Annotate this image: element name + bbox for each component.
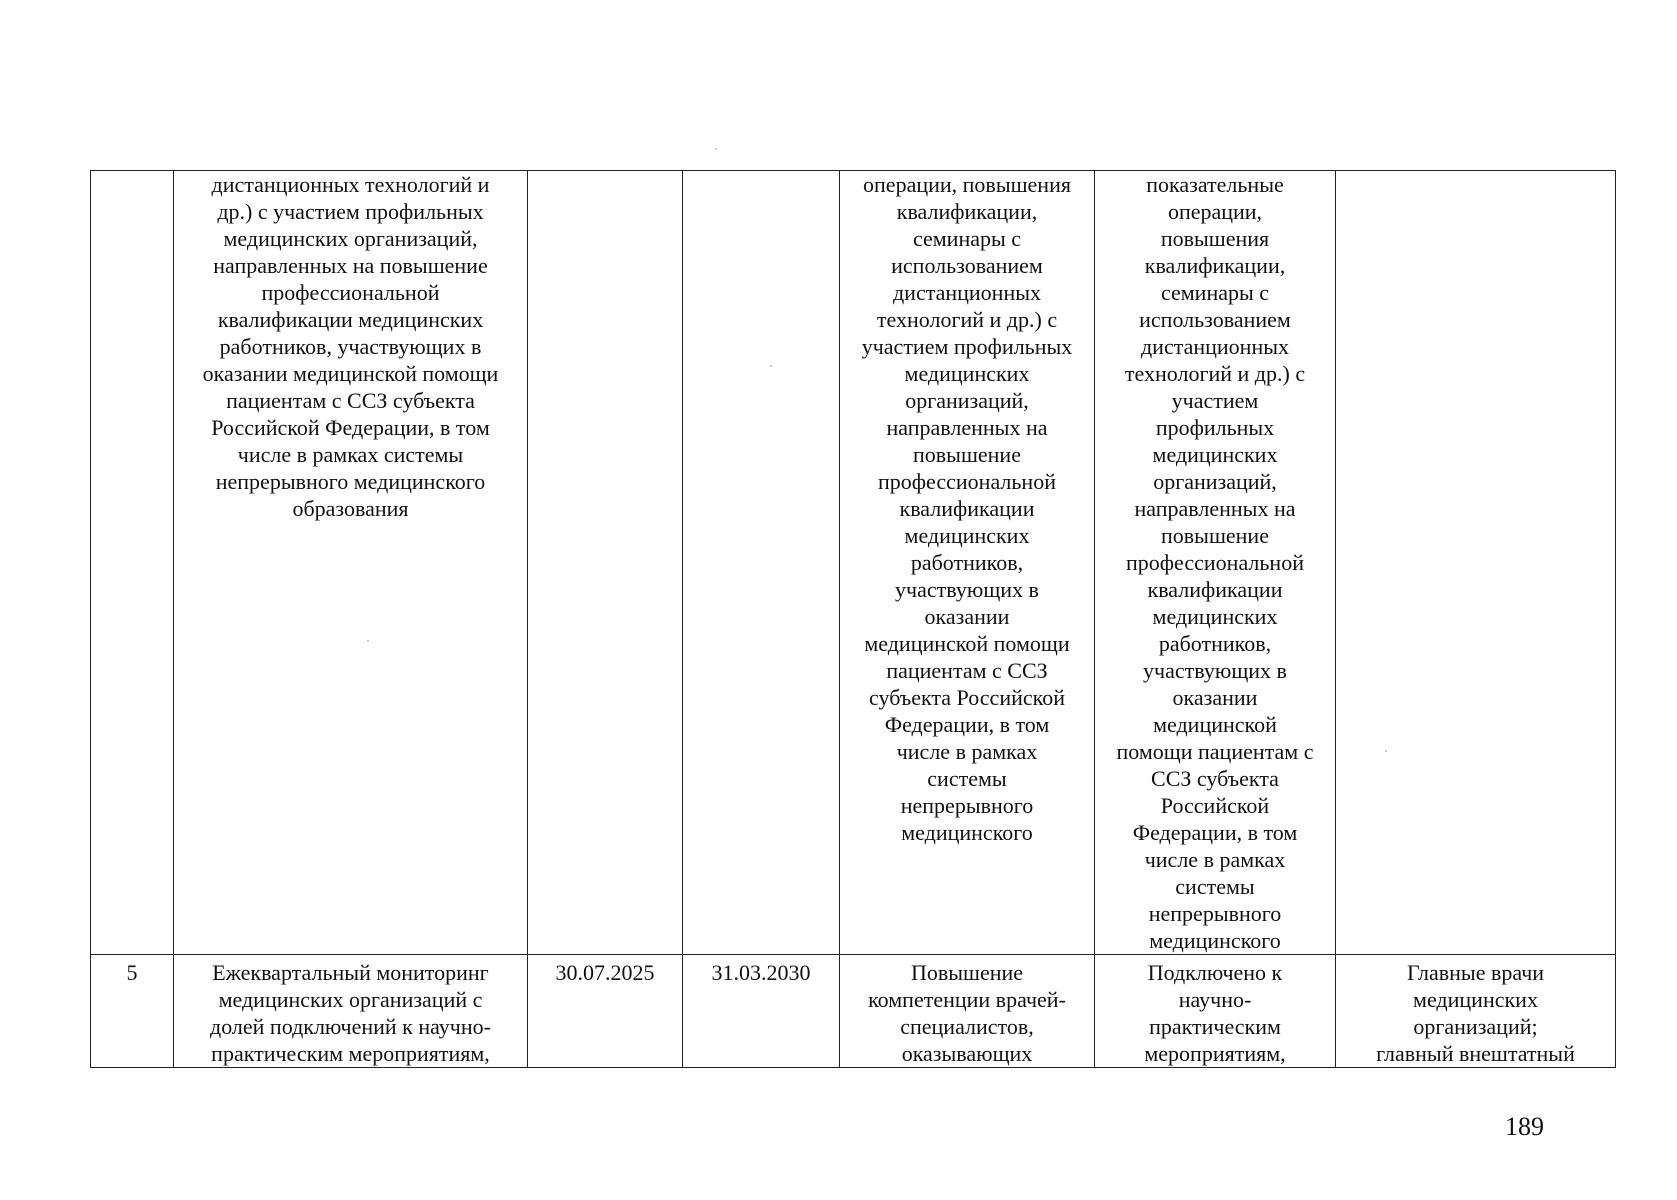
cell-end-date [683, 171, 840, 955]
cell-end-date: 31.03.2030 [683, 955, 840, 1068]
scan-speck [1385, 750, 1387, 752]
scan-speck [715, 148, 717, 150]
cell-indicator: Подключено к научно- практическим мероприятиям, [1095, 955, 1336, 1068]
cell-number: 5 [91, 955, 174, 1068]
page-number: 189 [1505, 1112, 1544, 1141]
cell-indicator: показательные операции, повышения квалификации, семинары с использованием дистанционных технологий и др.) с участием профильных медицинских организаций, направленных на повышение профессиональной квалификации медицинских работников, участвующих в оказании медицинской помощи пациентам с ССЗ субъекта Российской Федерации, в том числе в рамках системы непрерывного медицинского [1095, 171, 1336, 955]
cell-start-date: 30.07.2025 [528, 955, 683, 1068]
cell-description: Ежеквартальный мониторинг медицинских организаций с долей подключений к научно- практическим мероприятиям, [174, 955, 528, 1068]
scan-speck [367, 640, 369, 642]
cell-description: дистанционных технологий и др.) с участием профильных медицинских организаций, направленных на повышение профессиональной квалификации медицинских работников, участвующих в оказании медицинской помощи пациентам с ССЗ субъекта Российской Федерации, в том числе в рамках системы непрерывного медицинского образования [174, 171, 528, 955]
cell-result: операции, повышения квалификации, семинары с использованием дистанционных технологий и др.) с участием профильных медицинских организаций, направленных на повышение профессиональной квалификации медицинских работников, участвующих в оказании медицинской помощи пациентам с ССЗ субъекта Российской Федерации, в том числе в рамках системы непрерывного медицинского [840, 171, 1095, 955]
cell-start-date [528, 171, 683, 955]
table-row-5 [91, 955, 1616, 1068]
cell-result: Повышение компетенции врачей- специалистов, оказывающих [840, 955, 1095, 1068]
cell-number [91, 171, 174, 955]
plan-table [90, 170, 1616, 1068]
cell-responsible: Главные врачи медицинских организаций; главный внештатный [1336, 955, 1616, 1068]
table-row-continuation [91, 171, 1616, 955]
scan-speck [770, 365, 772, 367]
cell-responsible [1336, 171, 1616, 955]
